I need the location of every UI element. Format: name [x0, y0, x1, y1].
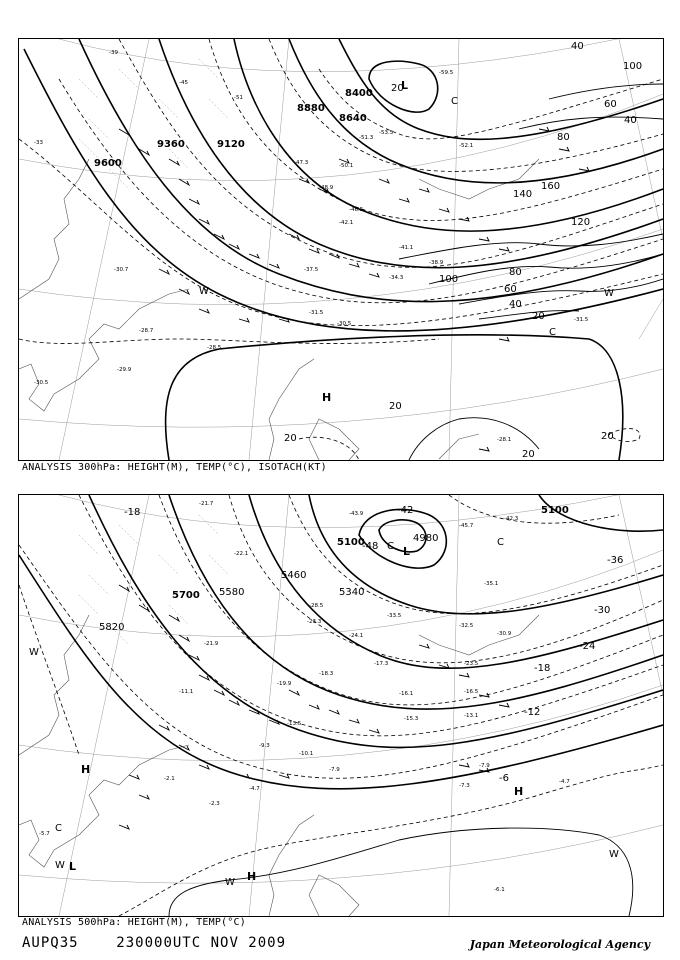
temp-label: -7.9: [329, 767, 340, 773]
warm-center-W: W: [604, 288, 614, 299]
temp-label: -51.3: [359, 135, 374, 141]
isotach-label: 60: [604, 99, 617, 110]
contour-south-500: [169, 828, 633, 916]
warm-center-W: W: [609, 849, 619, 860]
temp-label: -34.3: [389, 275, 404, 281]
temp-label: -28.5: [309, 603, 324, 609]
isotach-label: 20: [601, 431, 614, 442]
temp-label: -43.9: [349, 511, 364, 517]
temp-label: -17.3: [374, 661, 389, 667]
temp-label: -42.1: [339, 220, 354, 226]
high-center-H: H: [322, 391, 332, 404]
isotach-label: 20: [522, 449, 535, 460]
high-center-H: H: [81, 763, 91, 776]
temp-label: -28.7: [139, 328, 154, 334]
isotherm-label: -18: [124, 507, 141, 518]
coastline-300: [19, 159, 539, 460]
temp-label: -21.7: [199, 501, 214, 507]
temp-label: -30.5: [34, 380, 49, 386]
isotherm-label: -42: [397, 505, 414, 516]
isotach-label: 20: [532, 311, 545, 322]
caption-300hpa: ANALYSIS 300hPa: HEIGHT(M), TEMP(°C), ISOTACH(KT): [22, 462, 327, 473]
isotach-label: 80: [509, 267, 522, 278]
temp-label: -23.5: [464, 661, 479, 667]
temp-label: -59.5: [439, 70, 454, 76]
isotherm-label: -24: [579, 641, 596, 652]
low-center-L: L: [69, 860, 77, 873]
temp-label: -5.7: [39, 831, 50, 837]
isotach-label: 120: [571, 217, 591, 228]
low-center-L: L: [401, 79, 409, 92]
isotherm-label: -6: [499, 773, 509, 784]
isotach-label: 20: [391, 83, 404, 94]
map-300hpa: [19, 39, 663, 460]
isotach-label: 100: [439, 274, 459, 285]
isotach-label: 40: [624, 115, 637, 126]
chart-code-line: [22, 935, 286, 951]
map-300hpa-panel: [18, 38, 664, 461]
temp-label: -23.3: [307, 619, 322, 625]
temp-label: -28.5: [207, 345, 222, 351]
map-500hpa-panel: [18, 494, 664, 917]
height-label-5820: 5820: [99, 622, 125, 633]
isotherm-label: -36: [607, 555, 624, 566]
temp-label: -22.1: [234, 551, 249, 557]
temp-label: -4.7: [559, 779, 570, 785]
isotach-label: 140: [513, 189, 533, 200]
height-label-8400: 8400: [345, 88, 373, 99]
height-label-5580: 5580: [219, 587, 245, 598]
temp-label: -45.7: [459, 523, 474, 529]
temp-label: -13.1: [464, 713, 479, 719]
isotach-label: 40: [509, 299, 522, 310]
temp-label: -13.5: [287, 721, 302, 727]
cold-center-C: C: [387, 541, 394, 552]
pressure-systems-300: [199, 79, 614, 404]
isotach-label: 20: [284, 433, 297, 444]
isotach-label: 160: [541, 181, 561, 192]
map-500hpa: [19, 495, 663, 916]
height-contours-300: [24, 39, 663, 460]
temp-label: -4.7: [249, 786, 260, 792]
temp-label: -30.7: [114, 267, 129, 273]
temp-label: -33.5: [387, 613, 402, 619]
isotach-label: 100: [623, 61, 643, 72]
temp-label: -10.1: [299, 751, 314, 757]
temp-label: -53.5: [379, 130, 394, 136]
isotach-label: 60: [504, 284, 517, 295]
height-label-5100: 5100: [337, 537, 365, 548]
chart-code: AUPQ35: [22, 935, 79, 951]
height-label-9600: 9600: [94, 158, 122, 169]
cold-center-C: C: [497, 537, 504, 548]
temp-label: -48.9: [319, 185, 334, 191]
temp-label: -2.1: [164, 776, 175, 782]
graticule-500: [19, 495, 663, 916]
temp-label: -47.3: [294, 160, 309, 166]
temp-label: -19.9: [277, 681, 292, 687]
isotach-label: 40: [571, 41, 584, 52]
isotherm-contours-500: [19, 495, 663, 916]
warm-center-W: W: [199, 286, 209, 297]
isotherm-label: -18: [534, 663, 551, 674]
warm-center-W: W: [55, 860, 65, 871]
isotherm-label: -48: [362, 541, 379, 552]
chart-datetime: 230000UTC NOV 2009: [116, 935, 287, 951]
temp-label: -45: [179, 80, 188, 86]
isotherm-label: -30: [594, 605, 611, 616]
temp-label: -16.5: [464, 689, 479, 695]
height-label-5460: 5460: [281, 570, 307, 581]
temp-label: -42.3: [504, 516, 519, 522]
high-center-H: H: [514, 785, 524, 798]
temp-label: -32.5: [459, 623, 474, 629]
caption-500hpa: ANALYSIS 500hPa: HEIGHT(M), TEMP(°C): [22, 917, 246, 928]
temp-label: -11.1: [179, 689, 194, 695]
low-center-L: L: [403, 545, 411, 558]
height-label-9120: 9120: [217, 139, 245, 150]
agency-name: Japan Meteorological Agency: [469, 938, 650, 951]
height-label-5700: 5700: [172, 590, 200, 601]
wind-barbs-300: [119, 127, 589, 451]
temp-label: -7.3: [459, 783, 470, 789]
temp-label: -50.1: [339, 163, 354, 169]
temp-label: -7.9: [479, 763, 490, 769]
height-label-5100: 5100: [541, 505, 569, 516]
cold-center-C: C: [55, 823, 62, 834]
height-label-4980: 4980: [413, 533, 439, 544]
temp-label: -35.1: [484, 581, 499, 587]
temp-label: -30.9: [497, 631, 512, 637]
isotach-label: 80: [557, 132, 570, 143]
temp-label: -9.3: [259, 743, 270, 749]
temp-label: -46.5: [349, 207, 364, 213]
temp-label: -15.3: [404, 716, 419, 722]
temp-label: -33: [34, 140, 43, 146]
temp-label: -28.1: [497, 437, 512, 443]
temp-label: -39: [109, 50, 118, 56]
height-label-8880: 8880: [297, 103, 325, 114]
cold-center-C: C: [549, 327, 556, 338]
temp-label: -31.5: [309, 310, 324, 316]
cold-center-C: C: [451, 96, 458, 107]
temp-label: -31.5: [574, 317, 589, 323]
isotach-label: 20: [389, 401, 402, 412]
temp-label: -51: [234, 95, 243, 101]
height-labels-500: [99, 505, 569, 633]
isotach-contours-300: [399, 84, 663, 460]
temp-label: -41.1: [399, 245, 414, 251]
temp-label: -37.5: [304, 267, 319, 273]
temp-label: -21.9: [204, 641, 219, 647]
high-center-H: H: [247, 870, 257, 883]
isotach-labels-300: [284, 41, 642, 460]
temp-label: -2.3: [209, 801, 220, 807]
warm-center-W: W: [29, 647, 39, 658]
height-label-9360: 9360: [157, 139, 185, 150]
temp-label: -6.1: [494, 887, 505, 893]
height-label-8640: 8640: [339, 113, 367, 124]
temp-label: -29.9: [117, 367, 132, 373]
warm-center-W: W: [225, 877, 235, 888]
height-label-5340: 5340: [339, 587, 365, 598]
temp-label: -52.1: [459, 143, 474, 149]
temp-label: -16.1: [399, 691, 414, 697]
temp-label: -24.1: [349, 633, 364, 639]
temp-label: -18.3: [319, 671, 334, 677]
isotherm-label: -12: [524, 707, 541, 718]
temp-label: -38.9: [429, 260, 444, 266]
temp-label: -30.5: [337, 321, 352, 327]
